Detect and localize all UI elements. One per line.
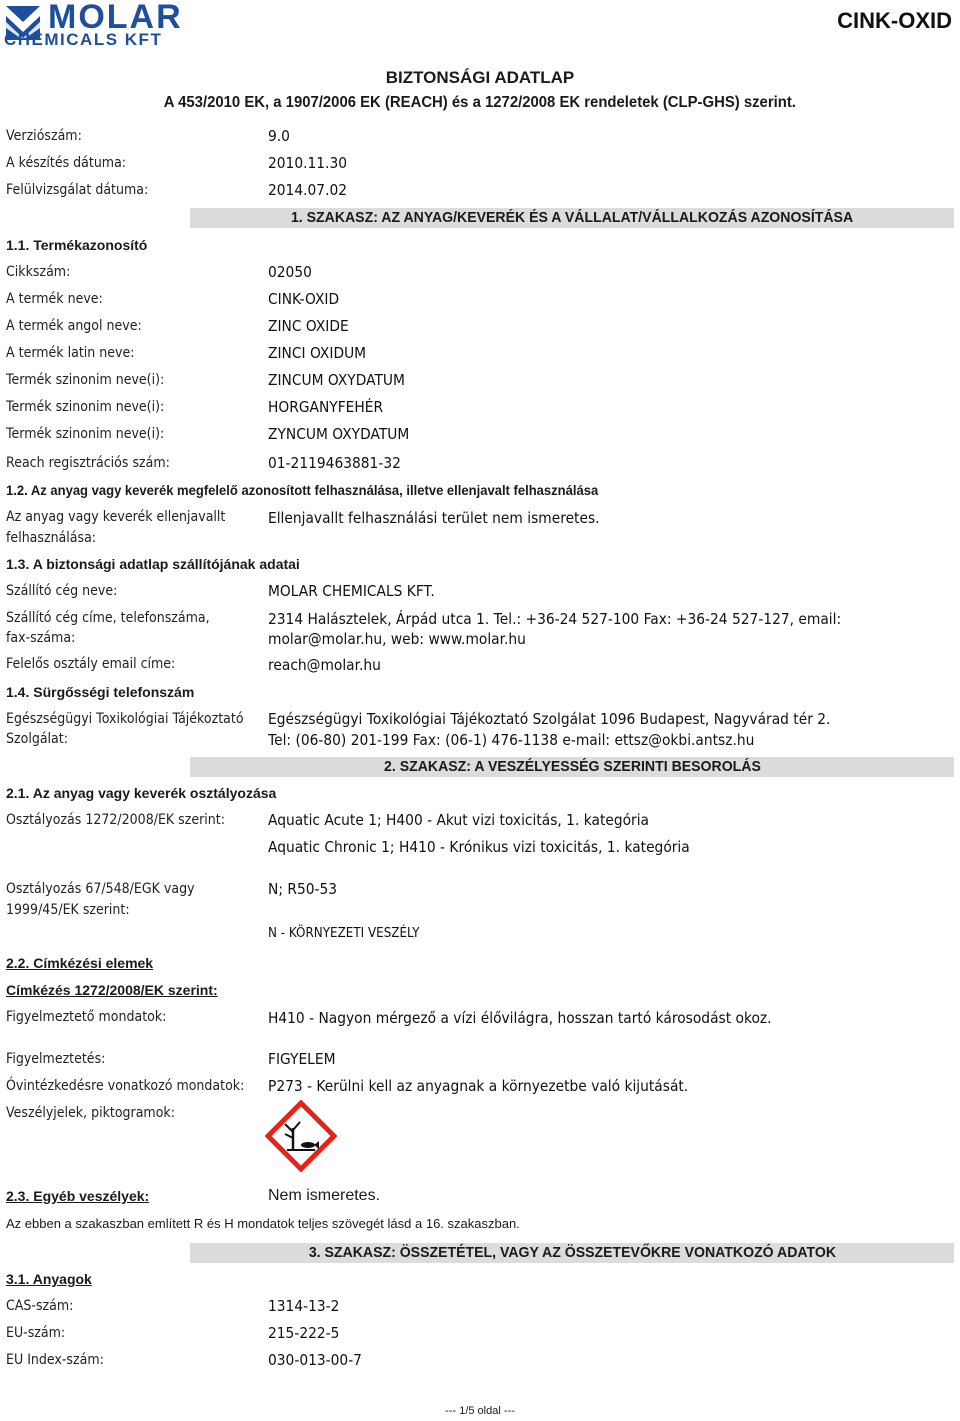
identifier-label: Cikkszám: bbox=[6, 264, 71, 280]
logo-wordmark: MOLAR bbox=[48, 0, 183, 36]
emergency-value-cont: Tel: (06-80) 201-199 Fax: (06-1) 476-1138 e-mail: ettsz@okbi.antsz.hu bbox=[268, 731, 755, 749]
identifier-label: A termék angol neve: bbox=[6, 318, 142, 334]
section-1-header: 1. SZAKASZ: AZ ANYAG/KEVERÉK ÉS A VÁLLALAT/VÁLLALKOZÁS AZONOSÍTÁSA bbox=[190, 208, 954, 228]
address-label: Szállító cég címe, telefonszáma, bbox=[6, 610, 210, 626]
identifier-value: ZINCUM OXYDATUM bbox=[268, 371, 405, 389]
identifier-value: ZINC OXIDE bbox=[268, 317, 349, 335]
precautionary-value: P273 - Kerülni kell az anyagnak a környezetbe való kijutását. bbox=[268, 1077, 689, 1095]
address-value-cont: molar@molar.hu, web: www.molar.hu bbox=[268, 630, 526, 648]
environment-hazard-pictogram-icon bbox=[265, 1100, 337, 1172]
identifier-value: ZINCI OXIDUM bbox=[268, 344, 367, 362]
emergency-label-cont: Szolgálat: bbox=[6, 731, 68, 747]
precautionary-label: Óvintézkedésre vonatkozó mondatok: bbox=[6, 1078, 245, 1094]
supplier-label: Szállító cég neve: bbox=[6, 583, 118, 599]
identifier-value: CINK-OXID bbox=[268, 290, 340, 308]
dsd-classification-value: N; R50-53 bbox=[268, 880, 338, 898]
section-2-footnote: Az ebben a szakaszban említett R és H mondatok teljes szövegét lásd a 16. szakaszban. bbox=[6, 1216, 520, 1231]
subsection-2-3-title: 2.3. Egyéb veszélyek: bbox=[6, 1188, 150, 1204]
responsible-email-value: reach@molar.hu bbox=[268, 656, 381, 674]
page-number: --- 1/5 oldal --- bbox=[445, 1405, 515, 1417]
clp-classification-label: Osztályozás 1272/2008/EK szerint: bbox=[6, 812, 225, 828]
signal-word-value: FIGYELEM bbox=[268, 1050, 336, 1068]
company-logo bbox=[4, 2, 224, 48]
identifier-value: ZYNCUM OXYDATUM bbox=[268, 425, 410, 443]
address-label-cont: fax-száma: bbox=[6, 630, 76, 646]
logo-subtitle: CHEMICALS KFT bbox=[4, 30, 163, 49]
eu-number-value: 215-222-5 bbox=[268, 1324, 340, 1342]
subsection-3-1-title: 3.1. Anyagok bbox=[6, 1271, 92, 1287]
contraindication-label-cont: felhasználása: bbox=[6, 530, 97, 546]
dsd-classification-label: Osztályozás 67/548/EGK vagy bbox=[6, 881, 195, 897]
dsd-hazard-symbol: N - KÖRNYEZETI VESZÉLY bbox=[268, 926, 420, 941]
hazard-statements-label: Figyelmeztető mondatok: bbox=[6, 1009, 167, 1025]
version-label: Verziószám: bbox=[6, 128, 82, 144]
revised-label: Felülvizsgálat dátuma: bbox=[6, 182, 149, 198]
other-hazards-value: Nem ismeretes. bbox=[268, 1187, 381, 1204]
identifier-label: Reach regisztrációs szám: bbox=[6, 455, 170, 471]
subsection-1-2-title: 1.2. Az anyag vagy keverék megfelelő azonosított felhasználása, illetve ellenjavalt felhasználása bbox=[6, 482, 599, 498]
cas-value: 1314-13-2 bbox=[268, 1297, 340, 1315]
address-value: 2314 Halásztelek, Árpád utca 1. Tel.: +36-24 527-100 Fax: +36-24 527-127, email: bbox=[268, 610, 842, 628]
identifier-label: A termék neve: bbox=[6, 291, 103, 307]
clp-labelling-title: Címkézés 1272/2008/EK szerint: bbox=[6, 982, 218, 998]
section-3-header: 3. SZAKASZ: ÖSSZETÉTEL, VAGY AZ ÖSSZETEVŐKRE VONATKOZÓ ADATOK bbox=[190, 1243, 954, 1263]
eu-number-label: EU-szám: bbox=[6, 1325, 66, 1341]
document-title: CINK-OXID bbox=[837, 8, 952, 33]
dsd-classification-label-cont: 1999/45/EK szerint: bbox=[6, 902, 130, 918]
identifier-label: Termék szinonim neve(i): bbox=[6, 372, 165, 388]
pictograms-label: Veszélyjelek, piktogramok: bbox=[6, 1105, 175, 1121]
section-2-header: 2. SZAKASZ: A VESZÉLYESSÉG SZERINTI BESOROLÁS bbox=[190, 757, 954, 777]
emergency-value: Egészségügyi Toxikológiai Tájékoztató Szolgálat 1096 Budapest, Nagyvárad tér 2. bbox=[268, 710, 831, 728]
hazard-statements-value: H410 - Nagyon mérgező a vízi élővilágra, hosszan tartó károsodást okoz. bbox=[268, 1009, 772, 1027]
revised-value: 2014.07.02 bbox=[268, 181, 348, 199]
created-value: 2010.11.30 bbox=[268, 154, 348, 172]
identifier-value: HORGANYFEHÉR bbox=[268, 398, 384, 416]
version-value: 9.0 bbox=[268, 127, 290, 145]
subsection-2-1-title: 2.1. Az anyag vagy keverék osztályozása bbox=[6, 785, 277, 801]
created-label: A készítés dátuma: bbox=[6, 155, 127, 171]
identifier-label: Termék szinonim neve(i): bbox=[6, 399, 165, 415]
clp-classification-value: Aquatic Acute 1; H400 - Akut vizi toxicitás, 1. kategória bbox=[268, 811, 650, 829]
regulation-line: A 453/2010 EK, a 1907/2006 EK (REACH) és a 1272/2008 EK rendeletek (CLP-GHS) szerint. bbox=[163, 94, 797, 111]
clp-classification-value-2: Aquatic Chronic 1; H410 - Krónikus vizi toxicitás, 1. kategória bbox=[268, 838, 690, 856]
identifier-label: A termék latin neve: bbox=[6, 345, 135, 361]
identifier-value: 01-2119463881-32 bbox=[268, 454, 401, 472]
subsection-1-4-title: 1.4. Sürgősségi telefonszám bbox=[6, 684, 195, 700]
sheet-title: BIZTONSÁGI ADATLAP bbox=[385, 68, 575, 87]
eu-index-value: 030-013-00-7 bbox=[268, 1351, 362, 1369]
emergency-label: Egészségügyi Toxikológiai Tájékoztató bbox=[6, 711, 244, 727]
cas-label: CAS-szám: bbox=[6, 1298, 74, 1314]
subsection-1-3-title: 1.3. A biztonsági adatlap szállítójának adatai bbox=[6, 556, 300, 572]
responsible-email-label: Felelős osztály email címe: bbox=[6, 656, 176, 672]
identifier-label: Termék szinonim neve(i): bbox=[6, 426, 165, 442]
subsection-1-1-title: 1.1. Termékazonosító bbox=[6, 237, 148, 253]
contraindication-label: Az anyag vagy keverék ellenjavallt bbox=[6, 509, 226, 525]
subsection-2-2-title: 2.2. Címkézési elemek bbox=[6, 955, 154, 971]
eu-index-label: EU Index-szám: bbox=[6, 1352, 104, 1368]
signal-word-label: Figyelmeztetés: bbox=[6, 1051, 106, 1067]
identifier-value: 02050 bbox=[268, 263, 312, 281]
supplier-value: MOLAR CHEMICALS KFT. bbox=[268, 582, 435, 600]
contraindication-value: Ellenjavallt felhasználási terület nem ismeretes. bbox=[268, 509, 600, 527]
